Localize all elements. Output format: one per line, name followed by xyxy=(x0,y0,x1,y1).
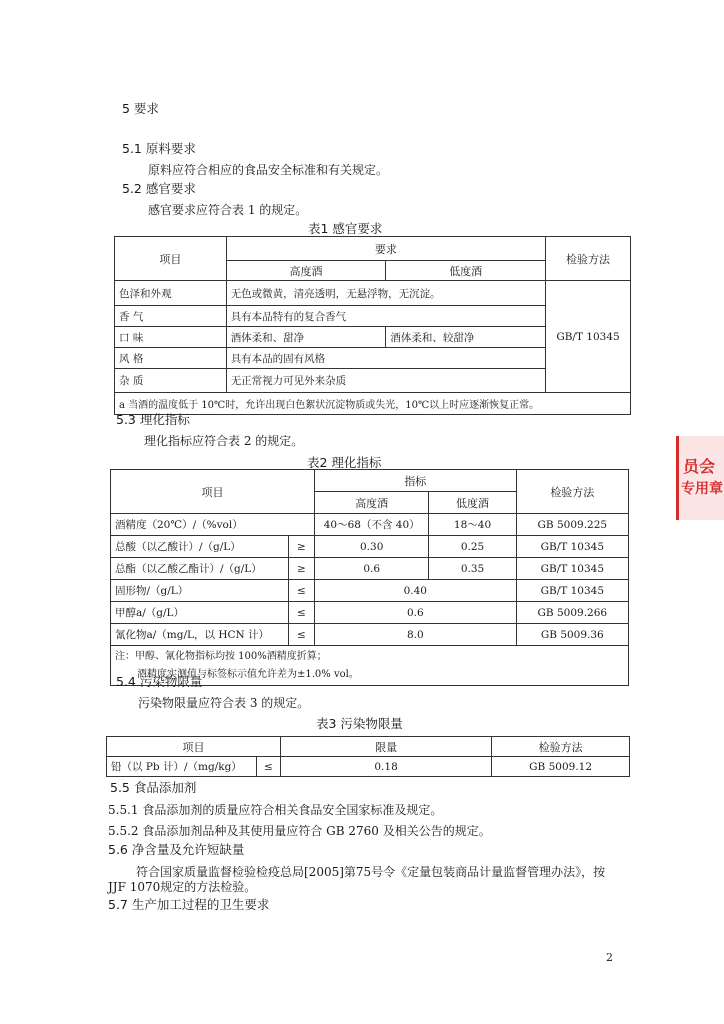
table2-note-line2: 酒精度实测值与标签标示值允许差为±1.0% vol。 xyxy=(137,668,359,680)
table2-row-cmp: ≥ xyxy=(288,536,314,558)
section-5-3-heading: 5.3 理化指标 xyxy=(116,412,190,427)
table2-header-index: 指标 xyxy=(314,470,516,492)
table2-row-item: 酒精度（20℃）/（%vol） xyxy=(111,514,315,536)
table1-row-req: 无正常视力可见外来杂质 xyxy=(226,369,545,393)
section-5-2-text: 感官要求应符合表 1 的规定。 xyxy=(148,203,308,217)
section-5-6-heading: 5.6 净含量及允许短缺量 xyxy=(108,842,245,857)
table3-caption: 表3 污染物限量 xyxy=(316,716,403,731)
table2-row-cmp: ≤ xyxy=(288,602,314,624)
section-5-5-1-text: 5.5.1 食品添加剂的质量应符合相关食品安全国家标准及规定。 xyxy=(108,803,443,817)
table3-header-limit: 限量 xyxy=(280,737,491,757)
table1-row-req: 具有本品特有的复合香气 xyxy=(226,306,545,327)
table2-header-item: 项目 xyxy=(111,470,315,514)
table1-header-item: 项目 xyxy=(115,237,227,281)
table1-header-req: 要求 xyxy=(226,237,545,261)
table1-method: GB/T 10345 xyxy=(546,281,631,393)
table2-row-low: 0.35 xyxy=(429,558,516,580)
table1-sensory xyxy=(114,236,631,415)
table2-note-line1: 注：甲醇、氰化物指标均按 100%酒精度折算； xyxy=(115,650,327,662)
section-5-1-heading: 5.1 原料要求 xyxy=(122,141,196,156)
table2-row-item: 氰化物a/（mg/L，以 HCN 计） xyxy=(111,624,289,646)
table3-contaminants xyxy=(106,736,630,777)
table1-note: a 当酒的温度低于 10℃时，允许出现白色絮状沉淀物质或失光，10℃以上时应逐渐恢复正常。 xyxy=(115,393,631,415)
table2-row-item: 甲醇a/（g/L） xyxy=(111,602,289,624)
stamp-line-2: 专用章 xyxy=(681,481,723,497)
table2-header-high: 高度酒 xyxy=(314,492,428,514)
table2-row-method: GB 5009.225 xyxy=(516,514,628,536)
table2-row-value: 8.0 xyxy=(314,624,516,646)
table1-row-item: 色泽和外观 xyxy=(115,281,227,306)
table2-header-low: 低度酒 xyxy=(429,492,516,514)
table1-row-item: 香 气 xyxy=(115,306,227,327)
table1-row-item: 风 格 xyxy=(115,348,227,369)
table2-row-value: 0.40 xyxy=(314,580,516,602)
section-5-3-text: 理化指标应符合表 2 的规定。 xyxy=(144,434,304,448)
table1-row-req: 无色或微黄，清亮透明，无悬浮物，无沉淀。 xyxy=(226,281,545,306)
stamp-line-1: 员会 xyxy=(683,457,716,476)
section-5-6-text-1: 符合国家质量监督检验检疫总局[2005]第75号令《定量包装商品计量监督管理办法》，按 xyxy=(136,865,606,879)
table2-row-method: GB 5009.36 xyxy=(516,624,628,646)
table1-row-item: 杂 质 xyxy=(115,369,227,393)
table2-row-cmp: ≥ xyxy=(288,558,314,580)
section-5-4-text: 污染物限量应符合表 3 的规定。 xyxy=(138,696,310,710)
section-5-1-text: 原料应符合相应的食品安全标准和有关规定。 xyxy=(148,163,389,177)
section-5-heading: 5 要求 xyxy=(122,101,159,116)
table1-row-req: 具有本品的固有风格 xyxy=(226,348,545,369)
page-number: 2 xyxy=(606,951,613,964)
table2-row-high: 40～68（不含 40） xyxy=(314,514,428,536)
table2-row-method: GB/T 10345 xyxy=(516,558,628,580)
table1-row-item: 口 味 xyxy=(115,327,227,348)
table2-header-method: 检验方法 xyxy=(516,470,628,514)
table2-row-high: 0.30 xyxy=(314,536,428,558)
table3-row-limit: 0.18 xyxy=(280,757,491,777)
section-5-7-heading: 5.7 生产加工过程的卫生要求 xyxy=(108,897,270,912)
red-seal-stamp xyxy=(676,436,724,520)
table2-row-low: 18～40 xyxy=(429,514,516,536)
table2-row-item: 总酯（以乙酸乙酯计）/（g/L） xyxy=(111,558,289,580)
section-5-5-heading: 5.5 食品添加剂 xyxy=(110,780,197,795)
section-5-6-text-2: JJF 1070规定的方法检验。 xyxy=(108,880,257,894)
table2-row-item: 固形物/（g/L） xyxy=(111,580,289,602)
section-5-2-heading: 5.2 感官要求 xyxy=(122,181,196,196)
table1-header-high: 高度酒 xyxy=(226,261,386,281)
table2-physchem xyxy=(110,469,629,686)
table2-row-method: GB 5009.266 xyxy=(516,602,628,624)
table3-header-method: 检验方法 xyxy=(492,737,630,757)
table3-row-method: GB 5009.12 xyxy=(492,757,630,777)
section-5-4-heading: 5.4 污染物限量 xyxy=(116,674,203,689)
table2-row-high: 0.6 xyxy=(314,558,428,580)
table2-row-method: GB/T 10345 xyxy=(516,580,628,602)
table3-row-cmp: ≤ xyxy=(256,757,280,777)
table2-row-low: 0.25 xyxy=(429,536,516,558)
table1-caption: 表1 感官要求 xyxy=(308,221,383,236)
table2-row-cmp: ≤ xyxy=(288,624,314,646)
table2-row-method: GB/T 10345 xyxy=(516,536,628,558)
table2-row-value: 0.6 xyxy=(314,602,516,624)
table2-caption: 表2 理化指标 xyxy=(307,455,382,470)
table1-header-method: 检验方法 xyxy=(546,237,631,281)
table1-header-low: 低度酒 xyxy=(386,261,546,281)
table3-row-item: 铅（以 Pb 计）/（mg/kg） xyxy=(107,757,257,777)
table2-row-cmp: ≤ xyxy=(288,580,314,602)
table1-row-high: 酒体柔和、甜净 xyxy=(226,327,386,348)
table2-row-item: 总酸（以乙酸计）/（g/L） xyxy=(111,536,289,558)
table3-header-item: 项目 xyxy=(107,737,281,757)
section-5-5-2-text: 5.5.2 食品添加剂品种及其使用量应符合 GB 2760 及相关公告的规定。 xyxy=(108,824,491,838)
table1-row-low: 酒体柔和、较甜净 xyxy=(386,327,546,348)
